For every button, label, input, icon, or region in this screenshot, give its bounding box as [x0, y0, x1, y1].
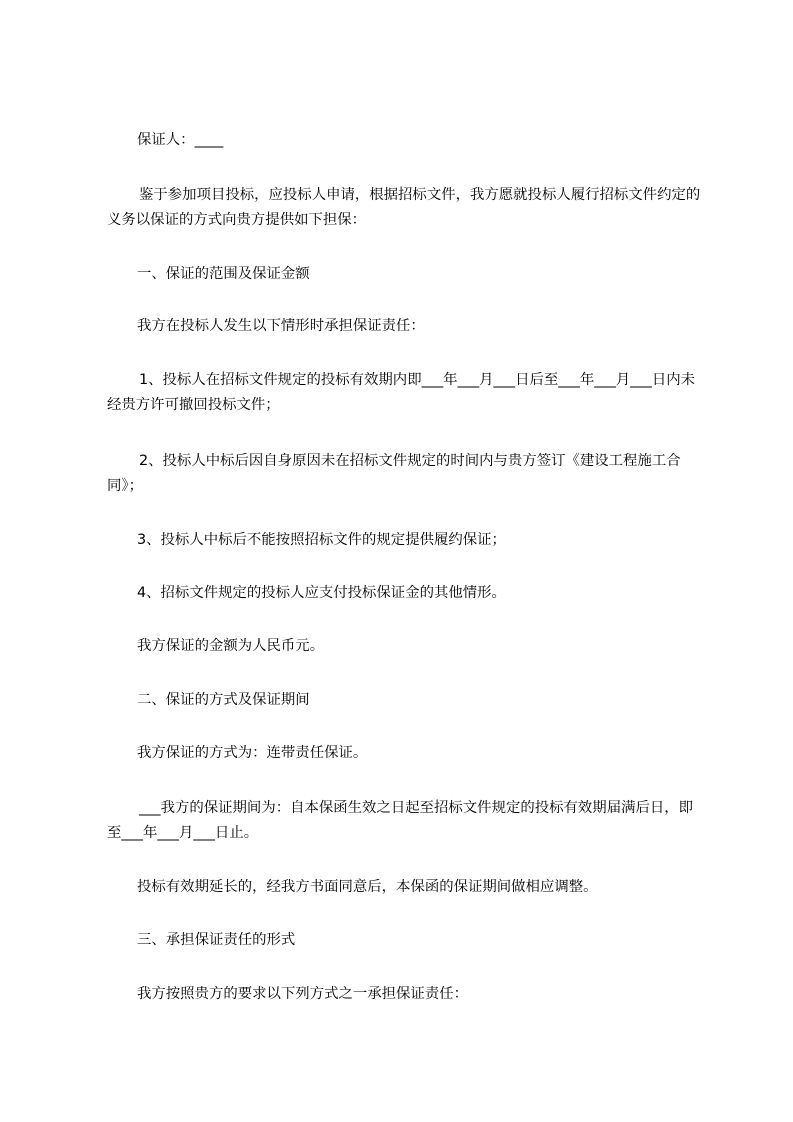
body-paragraph: 投标有效期延长的，经我方书面同意后，本保函的保证期间做相应调整。	[137, 879, 598, 895]
body-paragraph: 我方保证的方式为：连带责任保证。	[137, 745, 368, 761]
amount-paragraph: 我方保证的金额为人民币元。	[137, 638, 325, 654]
body-paragraph: 我方在投标人发生以下情形时承担保证责任：	[137, 318, 425, 334]
preamble-paragraph: 鉴于参加项目投标，应投标人申请，根据招标文件，我方愿就投标人履行招标文件约定的义务以保证的方式向贵方提供如下担保：	[107, 187, 701, 228]
list-item-4: 4、招标文件规定的投标人应支付投标保证金的其他情形。	[137, 585, 506, 601]
list-item-2: 2、投标人中标后因自身原因未在招标文件规定的时间内与贵方签订《建设工程施工合同》；	[107, 453, 681, 494]
period-paragraph: ___我方的保证期间为：自本保函生效之日起至招标文件规定的投标有效期届满后日，即至___年___月___日止。	[107, 800, 694, 841]
section-heading-2: 二、保证的方式及保证期间	[137, 692, 310, 708]
list-item-1: 1、投标人在招标文件规定的投标有效期内即___年___月___日后至___年___月___日内未经贵方许可撤回投标文件；	[107, 372, 696, 413]
section-heading-1: 一、保证的范围及保证金额	[137, 266, 310, 282]
guarantor-line: 保证人：____	[137, 132, 224, 148]
section-heading-3: 三、承担保证责任的形式	[137, 932, 296, 948]
list-item-3: 3、投标人中标后不能按照招标文件的规定提供履约保证；	[137, 532, 506, 548]
body-paragraph: 我方按照贵方的要求以下列方式之一承担保证责任：	[137, 986, 468, 1002]
